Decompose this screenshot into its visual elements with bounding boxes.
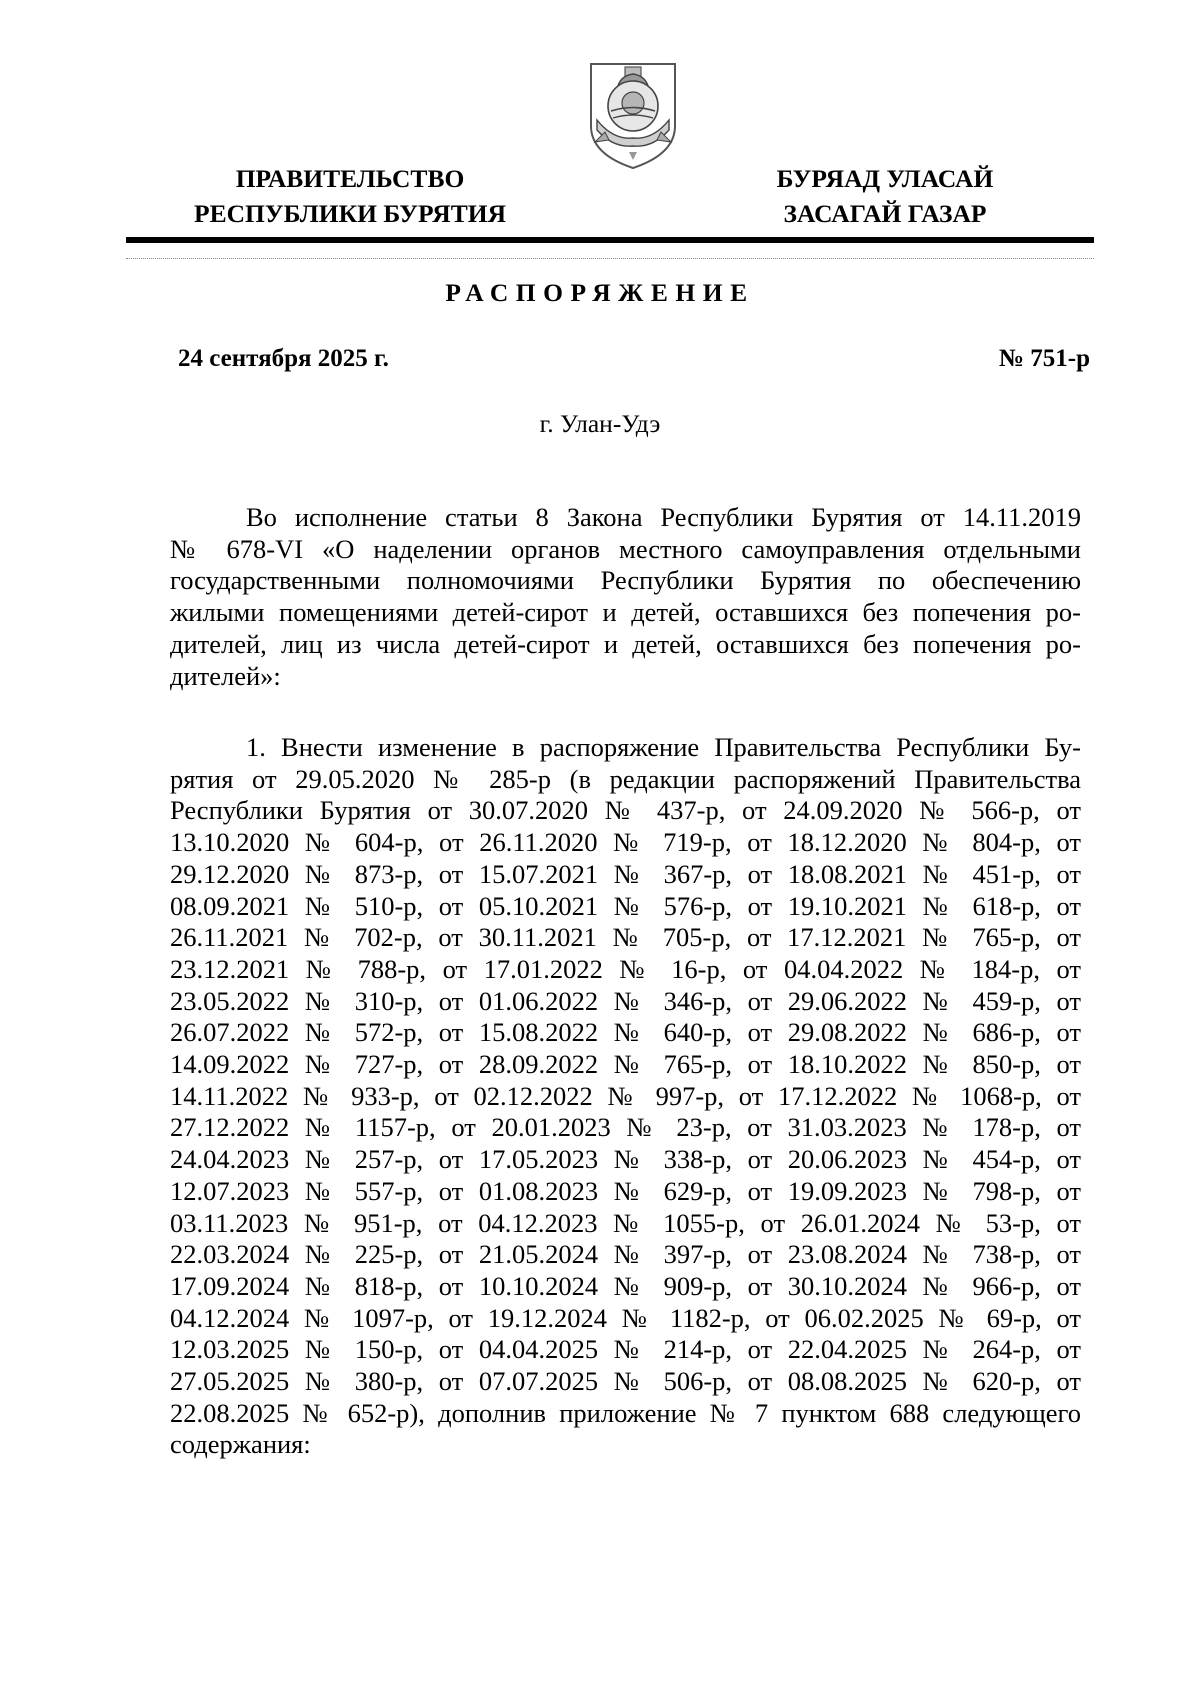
text-line: № 678-VI «О наделении органов местного самоуправления отдельными: [170, 533, 1081, 564]
document-type-title: РАСПОРЯЖЕНИЕ: [445, 278, 755, 307]
document-date: 24 сентября 2025 г.: [178, 345, 389, 372]
text-line: 03.11.2023 № 951-р, от 04.12.2023 № 1055-р, от 26.01.2024 № 53-р, от: [170, 1207, 1081, 1238]
item-1-paragraph: [170, 732, 1081, 1461]
text-line: содержания:: [170, 1429, 311, 1460]
text-line: 27.05.2025 № 380-р, от 07.07.2025 № 506-р, от 08.08.2025 № 620-р, от: [170, 1366, 1081, 1397]
text-line: 22.08.2025 № 652-р), дополнив приложение № 7 пунктом 688 следующего: [170, 1397, 1081, 1428]
text-line: 17.09.2024 № 818-р, от 10.10.2024 № 909-р, от 30.10.2024 № 966-р, от: [170, 1270, 1081, 1301]
text-line: 1. Внести изменение в распоряжение Правительства Республики Бу-: [246, 732, 1081, 762]
text-line: 29.12.2020 № 873-р, от 15.07.2021 № 367-р, от 18.08.2021 № 451-р, от: [170, 858, 1081, 889]
government-name-buryat: [705, 161, 1065, 231]
text-line: 24.04.2023 № 257-р, от 17.05.2023 № 338-р, от 20.06.2023 № 454-р, от: [170, 1144, 1081, 1175]
header-divider-thick: [126, 237, 1094, 243]
government-name-russian: [140, 161, 560, 231]
text-line: 26.11.2021 № 702-р, от 30.11.2021 № 705-р, от 17.12.2021 № 765-р, от: [170, 922, 1081, 953]
text-line: Во исполнение статьи 8 Закона Республики Бурятия от 14.11.2019: [246, 502, 1081, 532]
text-line: 12.03.2025 № 150-р, от 04.04.2025 № 214-р, от 22.04.2025 № 264-р, от: [170, 1334, 1081, 1365]
text-line: 23.05.2022 № 310-р, от 01.06.2022 № 346-р, от 29.06.2022 № 459-р, от: [170, 985, 1081, 1016]
coat-of-arms-emblem: [583, 56, 683, 170]
document-number: № 751-р: [998, 345, 1090, 372]
government-name-line1: ПРАВИТЕЛЬСТВО: [235, 164, 465, 193]
government-name-buryat-line2: ЗАСАГАЙ ГАЗАР: [783, 199, 987, 228]
text-line: рятия от 29.05.2020 № 285-р (в редакции распоряжений Правительства: [170, 763, 1081, 794]
text-line: Республики Бурятия от 30.07.2020 № 437-р, от 24.09.2020 № 566-р, от: [170, 795, 1081, 826]
text-line: 13.10.2020 № 604-р, от 26.11.2020 № 719-р, от 18.12.2020 № 804-р, от: [170, 827, 1081, 858]
preamble-paragraph: [170, 502, 1081, 692]
text-line: 23.12.2021 № 788-р, от 17.01.2022 № 16-р, от 04.04.2022 № 184-р, от: [170, 953, 1081, 984]
text-line: 14.09.2022 № 727-р, от 28.09.2022 № 765-р, от 18.10.2022 № 850-р, от: [170, 1049, 1081, 1080]
government-name-line2: РЕСПУБЛИКИ БУРЯТИЯ: [194, 199, 506, 228]
text-line: дителей, лиц из числа детей-сирот и детей, оставшихся без попечения ро-: [170, 628, 1081, 659]
document-city: г. Улан-Удэ: [539, 409, 661, 438]
text-line: 26.07.2022 № 572-р, от 15.08.2022 № 640-р, от 29.08.2022 № 686-р, от: [170, 1017, 1081, 1048]
header-divider-thin: [126, 258, 1094, 259]
text-line: жилыми помещениями детей-сирот и детей, оставшихся без попечения ро-: [170, 597, 1081, 628]
text-line: 27.12.2022 № 1157-р, от 20.01.2023 № 23-р, от 31.03.2023 № 178-р, от: [170, 1112, 1081, 1143]
text-line: дителей»:: [170, 660, 281, 691]
text-line: 14.11.2022 № 933-р, от 02.12.2022 № 997-р, от 17.12.2022 № 1068-р, от: [170, 1080, 1081, 1111]
text-line: 12.07.2023 № 557-р, от 01.08.2023 № 629-р, от 19.09.2023 № 798-р, от: [170, 1175, 1081, 1206]
government-name-buryat-line1: БУРЯАД УЛАСАЙ: [776, 164, 994, 193]
text-line: 04.12.2024 № 1097-р, от 19.12.2024 № 1182-р, от 06.02.2025 № 69-р, от: [170, 1302, 1081, 1333]
text-line: 22.03.2024 № 225-р, от 21.05.2024 № 397-р, от 23.08.2024 № 738-р, от: [170, 1239, 1081, 1270]
text-line: государственными полномочиями Республики Бурятия по обеспечению: [170, 565, 1081, 596]
text-line: 08.09.2021 № 510-р, от 05.10.2021 № 576-р, от 19.10.2021 № 618-р, от: [170, 890, 1081, 921]
